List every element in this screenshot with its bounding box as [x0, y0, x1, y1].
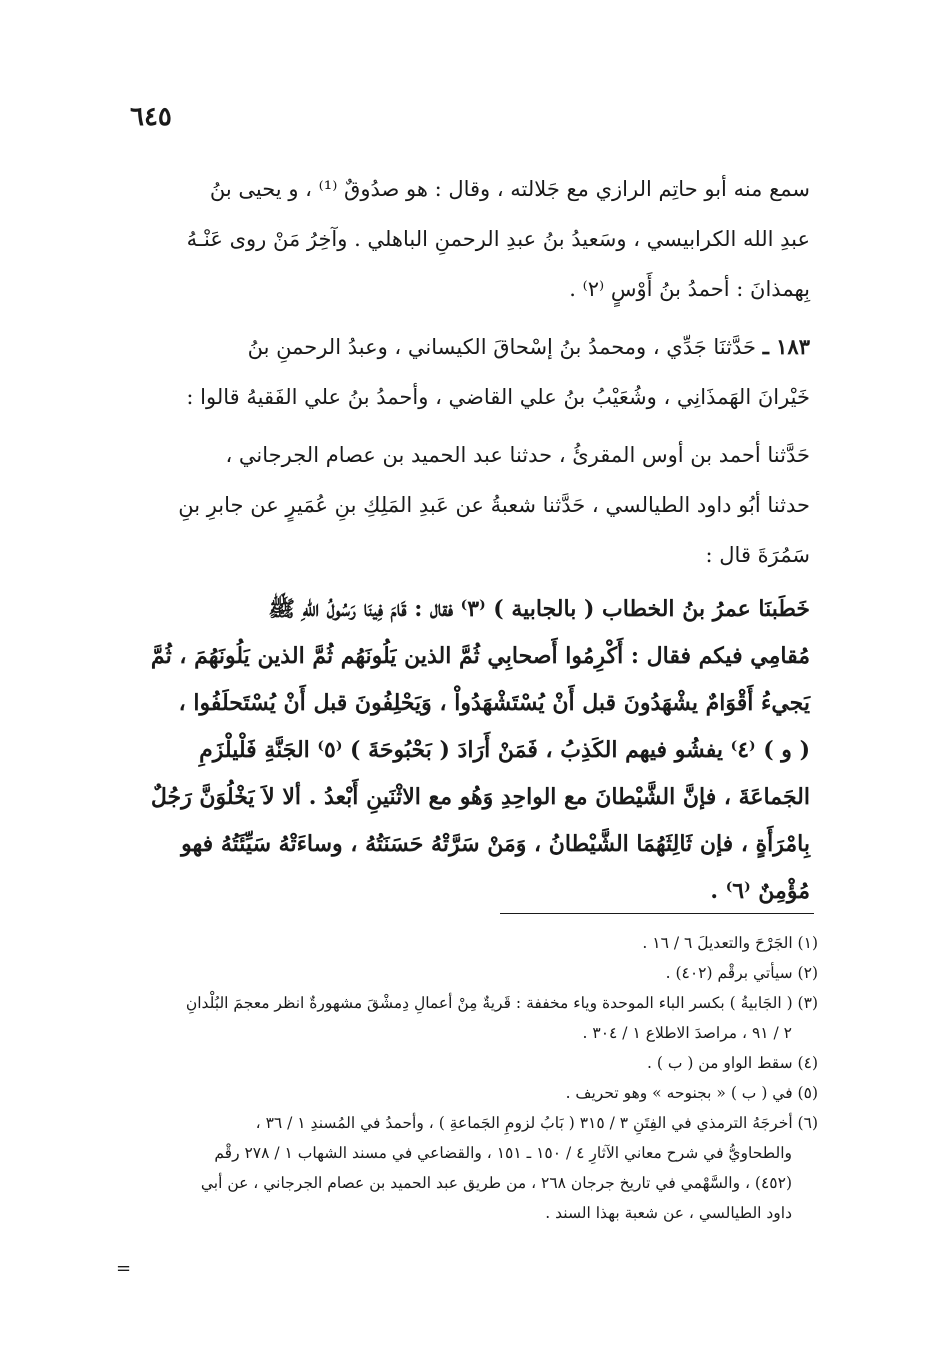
- hadith-chain-paragraph: [128, 322, 810, 422]
- footnote-line: داود الطيالسي ، عن شعبة بهذا السند .: [545, 1204, 792, 1222]
- text-line: حَدَّثنا أحمد بن أوس المقرئُ ، حدثنا عبد الحميد بن عصام الجرجاني ،: [225, 443, 810, 467]
- footnote-line: (٢) سيأتي برقْم (٤٠٢) .: [665, 964, 818, 982]
- text-line: سمع منه أبو حاتِم الرازي مع جَلالته ، وقال : هو صدُوقٌ ⁽¹⁾ ، و يحيى بنُ: [209, 177, 810, 201]
- footnote-line: والطحاويُّ في شرح معاني الآثارِ ٤ / ١٥٠ ـ ١٥١ ، والقضاعي في مسند الشهاب ١ / ٢٧٨ رقْم: [214, 1144, 792, 1162]
- narrator-paragraph: [128, 164, 810, 314]
- isnad-paragraph: [128, 430, 810, 580]
- hadith-line: يَجيءُ أَقْوَامٌ يشْهَدُونَ قبل أَنْ يُسْتَشْهَدُواْ ، وَيَحْلِفُونَ قبل أَنْ يُسْتَحلَفُوا ،: [178, 690, 810, 716]
- text-line: سَمُرَةَ قال :: [705, 543, 810, 567]
- hadith-line: الجَماعَةَ ، فإنَّ الشَّيْطانَ مع الواحِدِ وَهُو مع الاثْنَينِ أَبْعدُ . ألا لاَ يَخْلُوَنَّ رَجُلٌ: [150, 784, 810, 810]
- text-line: عبدِ الله الكرابيسي ، وسَعيدُ بنُ عبدِ الرحمنِ الباهلي . وآخِرُ مَنْ روى عَنْـهُ: [186, 227, 810, 251]
- hadith-number: ١٨٣ ـ: [762, 334, 810, 359]
- footnote-divider: [500, 913, 814, 914]
- hadith-line: مُؤْمِنٌ ⁽٦⁾ .: [710, 878, 810, 904]
- footnotes: [128, 928, 818, 1228]
- hadith-line: خَطَبنَا عمرُ بنُ الخطاب ( بالجابية ) ⁽٣⁾ فقال : قَامَ فِينَا رَسُولُ اللهِ ﷺ: [268, 596, 810, 622]
- margin-mark: =: [116, 1258, 132, 1279]
- text-line: حدثنا أبُو داود الطيالسي ، حَدَّثنا شعبةُ عن عَبدِ المَلِكِ بنِ عُمَيرٍ عن جابرِ بنِ: [178, 493, 810, 517]
- hadith-text: [128, 586, 810, 915]
- footnote-line: (٤٥٢) ، والسَّهْمي في تاريخ جرجان ٢٦٨ ، من طريق عبد الحميد بن عصام الجرجاني ، عن أبي: [200, 1174, 792, 1192]
- chain-text: حَدَّثنَا جَدِّي ، ومحمدُ بنُ إسْحاقَ الكيساني ، وعبدُ الرحمنِ بنُ: [247, 335, 756, 359]
- footnote-line: ٢ / ٩١ ، مراصدَ الاطلاع ١ / ٣٠٤ .: [582, 1024, 792, 1042]
- text-line: بِهمذانَ : أحمدُ بنُ أَوْسٍ ⁽٢⁾ .: [569, 277, 810, 301]
- text-line: خَيْرانَ الهَمذَانِي ، وشُعَيْبُ بنُ علي القاضي ، وأحمدُ بنُ علي الفَقيهُ قالوا :: [186, 385, 810, 409]
- hadith-line: بِامْرَأَةٍ ، فإن ثَالِثَهُمَا الشَّيْطانُ ، وَمَنْ سَرَّتْهُ حَسَنَتُهُ ، وساءَتْهُ سَيِّئَتُهُ فهو: [181, 831, 810, 857]
- hadith-line: مُقامِي فيكم فقال : أَكْرِمُوا أَصحابِي ثُمَّ الذين يَلُونَهُم ثُمَّ الذين يَلُونَهُمَ ، ثُمَّ: [150, 643, 810, 669]
- footnote-line: (٤) سقط الواو من ( ب ) .: [646, 1054, 818, 1072]
- text-line: [128, 322, 810, 372]
- hadith-line: ( و ) ⁽٤⁾ يفشُو فيهم الكَذِبُ ، فَمَنْ أَرَادَ ( بَحْبُوحَةَ ) ⁽٥⁾ الجَنَّةِ فَلْيلْزَمِ: [199, 737, 810, 763]
- footnote-line: (٦) أخرجَهُ الترمذي في الفِتَنِ ٣ / ٣١٥ ( بَابُ لزومِ الجَماعةِ ) ، وأحمدُ في المُسندِ ١ / ٣٦ ،: [255, 1114, 818, 1132]
- footnote-line: (١) الجَرْحَ والتعديلَ ٦ / ١٦ .: [642, 934, 818, 952]
- footnote-line: (٣) ( الجَابيةُ ) بكسر الباء الموحدة وياء مخففة : قَريةٌ مِنْ أعمالِ دِمشْقَ مشهورةٌ انظر معجمَ البُلْدانِ: [185, 994, 818, 1012]
- page-number: ٦٤٥: [130, 102, 172, 132]
- footnote-line: (٥) في ( ب ) « بجنوحه » وهو تحريف .: [565, 1084, 818, 1102]
